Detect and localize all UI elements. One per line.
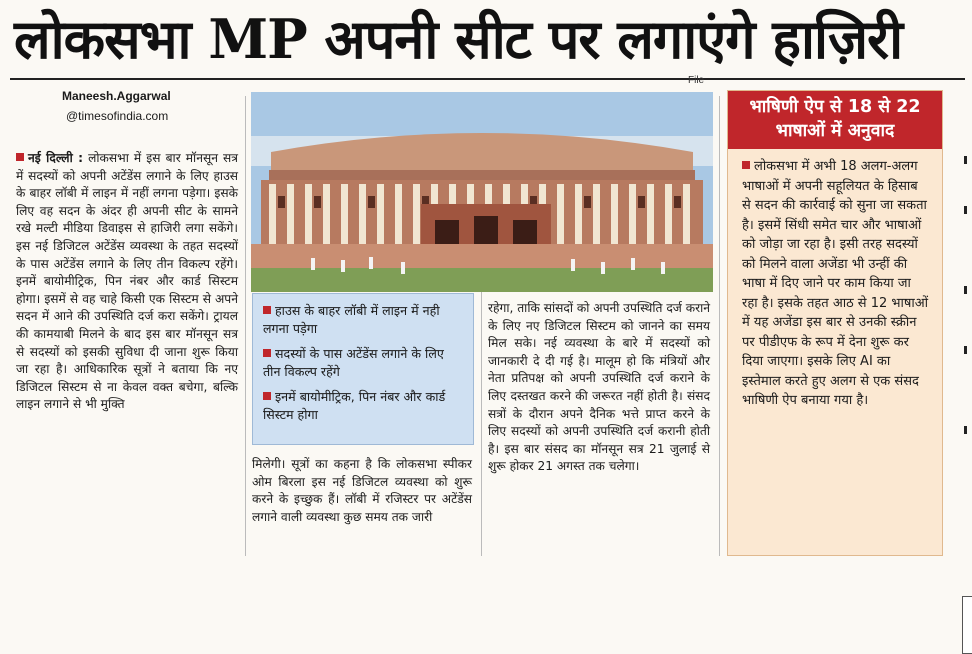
bullet-square-icon: [263, 349, 271, 357]
byline-author: Maneesh.Aggarwal: [62, 89, 171, 103]
sidebar-text: लोकसभा में अभी 18 अलग-अलग भाषाओं में अपनी सहूलियत के हिसाब से सदन की कार्रवाई को सुना जा सकता है। इसमें सिंधी समेत चार और भाषाओं को जोड़ा जा रहा है। इसी तरह सदस्यों को मिलने वाला अजेंडा भी उन्हीं की भाषा में दिए जाने पर काम किया जा रहा है। इसके तहत आठ से 12 भाषाओं में यह अजेंडा इस बार से उनकी स्क्रीन पर पीडीएफ के रूप में देना शुरू कर दिया जाएगा। इसके लिए AI का इस्तेमाल करते हुए अलग से एक संसद भाषिणी ऐप बनाया गया है।: [742, 159, 929, 408]
highlight-text: इनमें बायोमीट्रिक, पिन नंबर और कार्ड सिस्टम होगा: [263, 389, 446, 422]
article-column-3: रहेगा, ताकि सांसदों को अपनी उपस्थिति दर्ज कराने के लिए नए डिजिटल सिस्टम को जानने का समय मिल सके। नई व्यवस्था के बारे में सदस्यों को जानकारी दे दी गई है। मालूम हो कि मंत्रियों और नेता प्रतिपक्ष को अपनी उपस्थिति दर्ज कराने के लिए दस्तखत करने की जरूरत नहीं होती है। संसद सत्रों के दौरान अपने दैनिक भत्ते प्राप्त करने के लिए सदस्यों को अपनी उपस्थिति दर्ज करानी होती है। इस बार संसद का मॉनसून सत्र 21 जुलाई से शुरू होकर 21 अगस्त तक चलेगा।: [488, 301, 710, 474]
bullet-square-icon: [263, 306, 271, 314]
bullet-square-icon: [742, 161, 750, 169]
highlight-text: हाउस के बाहर लॉबी में लाइन में नही लगना पड़ेगा: [263, 303, 440, 336]
headline: लोकसभा MP अपनी सीट पर लगाएंगे हाज़िरी: [14, 7, 903, 71]
bullet-square-icon: [263, 392, 271, 400]
column-divider: [245, 96, 246, 556]
adjacent-column-edge: [960, 96, 972, 564]
column-divider: [481, 292, 482, 556]
column-divider: [719, 96, 720, 556]
highlight-item: [263, 302, 465, 338]
highlight-item: [263, 388, 465, 424]
parliament-photo: [251, 92, 713, 292]
highlight-item: [263, 345, 465, 381]
parliament-building-image: [251, 92, 713, 292]
photo-credit: File: [688, 75, 705, 86]
bullet-square-icon: [16, 153, 24, 161]
sidebar-title: भाषिणी ऐप से 18 से 22 भाषाओं में अनुवाद: [728, 91, 942, 149]
byline: [62, 86, 171, 126]
highlights-box: [252, 293, 474, 445]
headline-rule: [10, 78, 965, 80]
highlight-text: सदस्यों के पास अटेंडेंस लगाने के लिए तीन विकल्प रहेंगे: [263, 346, 444, 379]
dateline: नई दिल्ली :: [28, 151, 84, 165]
article-column-2: मिलेगी। सूत्रों का कहना है कि लोकसभा स्पीकर ओम बिरला इस नई डिजिटल व्यवस्था को शुरू करने के इच्छुक हैं। लॉबी में रजिस्टर पर अटेंडेंस लगाने वाली व्यवस्था कुछ समय तक जारी: [252, 457, 472, 524]
sidebar-body: [728, 149, 942, 411]
byline-handle: @timesofindia.com: [66, 109, 169, 123]
sidebar-box: [727, 90, 943, 556]
article-text-1: लोकसभा में इस बार मॉनसून सत्र में सदस्यों को अपनी अटेंडेंस लगाने के लिए हाउस के बाहर लॉबी में लाइन में नहीं लगना पड़ेगा। इसके लिए वह सदन के अंदर ही अपनी सीट के सामने रखे मल्टी मीडिया डिवाइस से हाजिरी लगा सकेंगे। इस नई डिजिटल अटेंडेंस व्यवस्था के तहत सदस्यों के पास अटेंडेंस लगाने के लिए तीन विकल्प रहेंगे। इनमें बायोमीट्रिक, पिन नंबर और कार्ड सिस्टम होगा। इसमें से वह चाहे किसी एक सिस्टम से अपने सदन में आने की उपस्थिति दर्ज करा सकेंगे। ट्रायल की कामयाबी मिलने के बाद इस बार मॉनसून सत्र से सदस्यों को इसकी सुविधा दी जाना शुरू किया जा रहा है। आधिकारिक सूत्रों ने बताया कि नए डिजिटल सिस्टम से ना केवल वक्त बचेगा, बल्कि लाइन लगाने से भी मुक्ति: [16, 151, 238, 412]
article-column-1: [16, 150, 238, 414]
